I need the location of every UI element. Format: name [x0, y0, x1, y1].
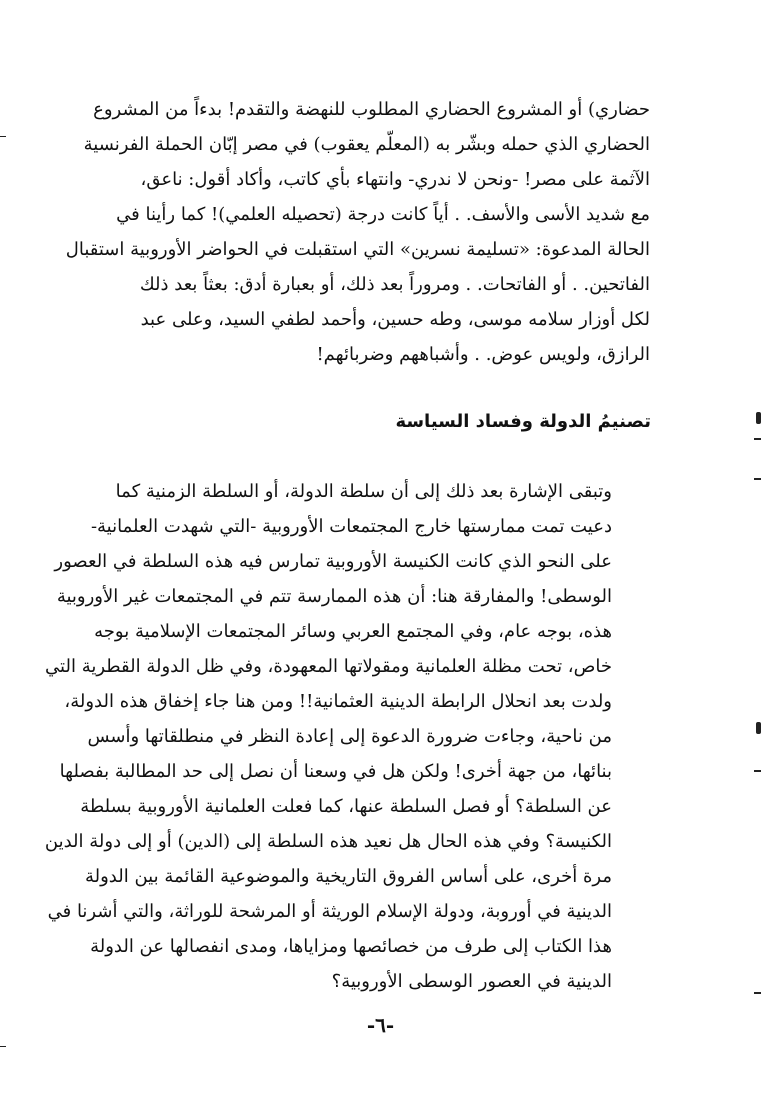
text-line: بنائها، من جهة أخرى! ولكن هل في وسعنا أن نصل إلى حد المطالبة بفصلها — [59, 761, 612, 782]
text-line: الدينية في العصور الوسطى الأوروبية؟ — [331, 971, 612, 992]
text-line: الفاتحين. . أو الفاتحات. . ومروراً بعد ذلك، أو بعبارة أدق: بعثاً بعد ذلك — [139, 274, 650, 295]
text-line: هذا الكتاب إلى طرف من خصائصها ومزاياها، ومدى انفصالها عن الدولة — [90, 936, 612, 957]
paragraph-2 — [44, 474, 650, 999]
scan-mark — [0, 136, 6, 137]
text-line: لكل أوزار سلامه موسى، وطه حسين، وأحمد لطفي السيد، وعلى عبد — [140, 309, 650, 330]
text-line: على النحو الذي كانت الكنيسة الأوروبية تمارس فيه هذه السلطة في العصور — [54, 551, 612, 572]
scan-mark — [756, 412, 761, 424]
page-number: -٦- — [366, 1013, 395, 1037]
text-line: عن السلطة؟ أو فصل السلطة عنها، كما فعلت العلمانية الأوروبية بسلطة — [80, 796, 612, 817]
text-line: دعيت تمت ممارستها خارج المجتمعات الأوروبية -التي شهدت العلمانية- — [90, 516, 612, 537]
scan-mark — [754, 992, 761, 994]
section-heading: تصنيمُ الدولة وفساد السياسة — [395, 411, 651, 432]
text-line: مع شديد الأسى والأسف. . أياً كانت درجة (تحصيله العلمي)! كما رأينا في — [116, 204, 650, 225]
text-line: من ناحية، وجاءت ضرورة الدعوة إلى إعادة النظر في منطلقاتها وأسس — [87, 726, 612, 747]
text-line: الحضاري الذي حمله وبشّر به (المعلّم يعقوب) في مصر إبّان الحملة الفرنسية — [83, 134, 650, 155]
text-line: حضاري) أو المشروع الحضاري المطلوب للنهضة والتقدم! بدءاً من المشروع — [93, 99, 650, 120]
text-line: الرازق، ولويس عوض. . وأشباههم وضربائهم! — [316, 344, 650, 365]
scan-mark — [756, 722, 761, 734]
text-line: الكنيسة؟ وفي هذه الحال هل نعيد هذه السلطة إلى (الدين) أو إلى دولة الدين — [44, 831, 612, 852]
text-line: الحالة المدعوة: «تسليمة نسرين» التي استقبلت في الحواضر الأوروبية استقبال — [65, 239, 650, 260]
scan-mark — [0, 1046, 6, 1047]
text-line: ولدت بعد انحلال الرابطة الدينية العثمانية!! ومن هنا جاء إخفاق هذه الدولة، — [64, 691, 612, 712]
text-line: الآثمة على مصر! -ونحن لا ندري- وانتهاء بأي كاتب، وأكاد أقول: ناعق، — [140, 169, 650, 190]
text-line: مرة أخرى، على أساس الفروق التاريخية والموضوعية القائمة بين الدولة — [84, 866, 612, 887]
scan-mark — [754, 478, 761, 480]
scan-mark — [754, 770, 761, 772]
text-line: الوسطى! والمفارقة هنا: أن هذه الممارسة تتم في المجتمعات غير الأوروبية — [56, 586, 612, 607]
paragraph-1 — [65, 92, 650, 372]
text-line: هذه، بوجه عام، وفي المجتمع العربي وسائر المجتمعات الإسلامية بوجه — [94, 621, 612, 642]
text-line: وتبقى الإشارة بعد ذلك إلى أن سلطة الدولة، أو السلطة الزمنية كما — [115, 481, 612, 502]
scan-mark — [754, 438, 761, 440]
text-line: الدينية في أوروبة، ودولة الإسلام الوريثة أو المرشحة للوراثة، والتي أشرنا في — [47, 901, 612, 922]
text-line: خاص، تحت مظلة العلمانية ومقولاتها المعهودة، وفي ظل الدولة القطرية التي — [45, 656, 612, 677]
